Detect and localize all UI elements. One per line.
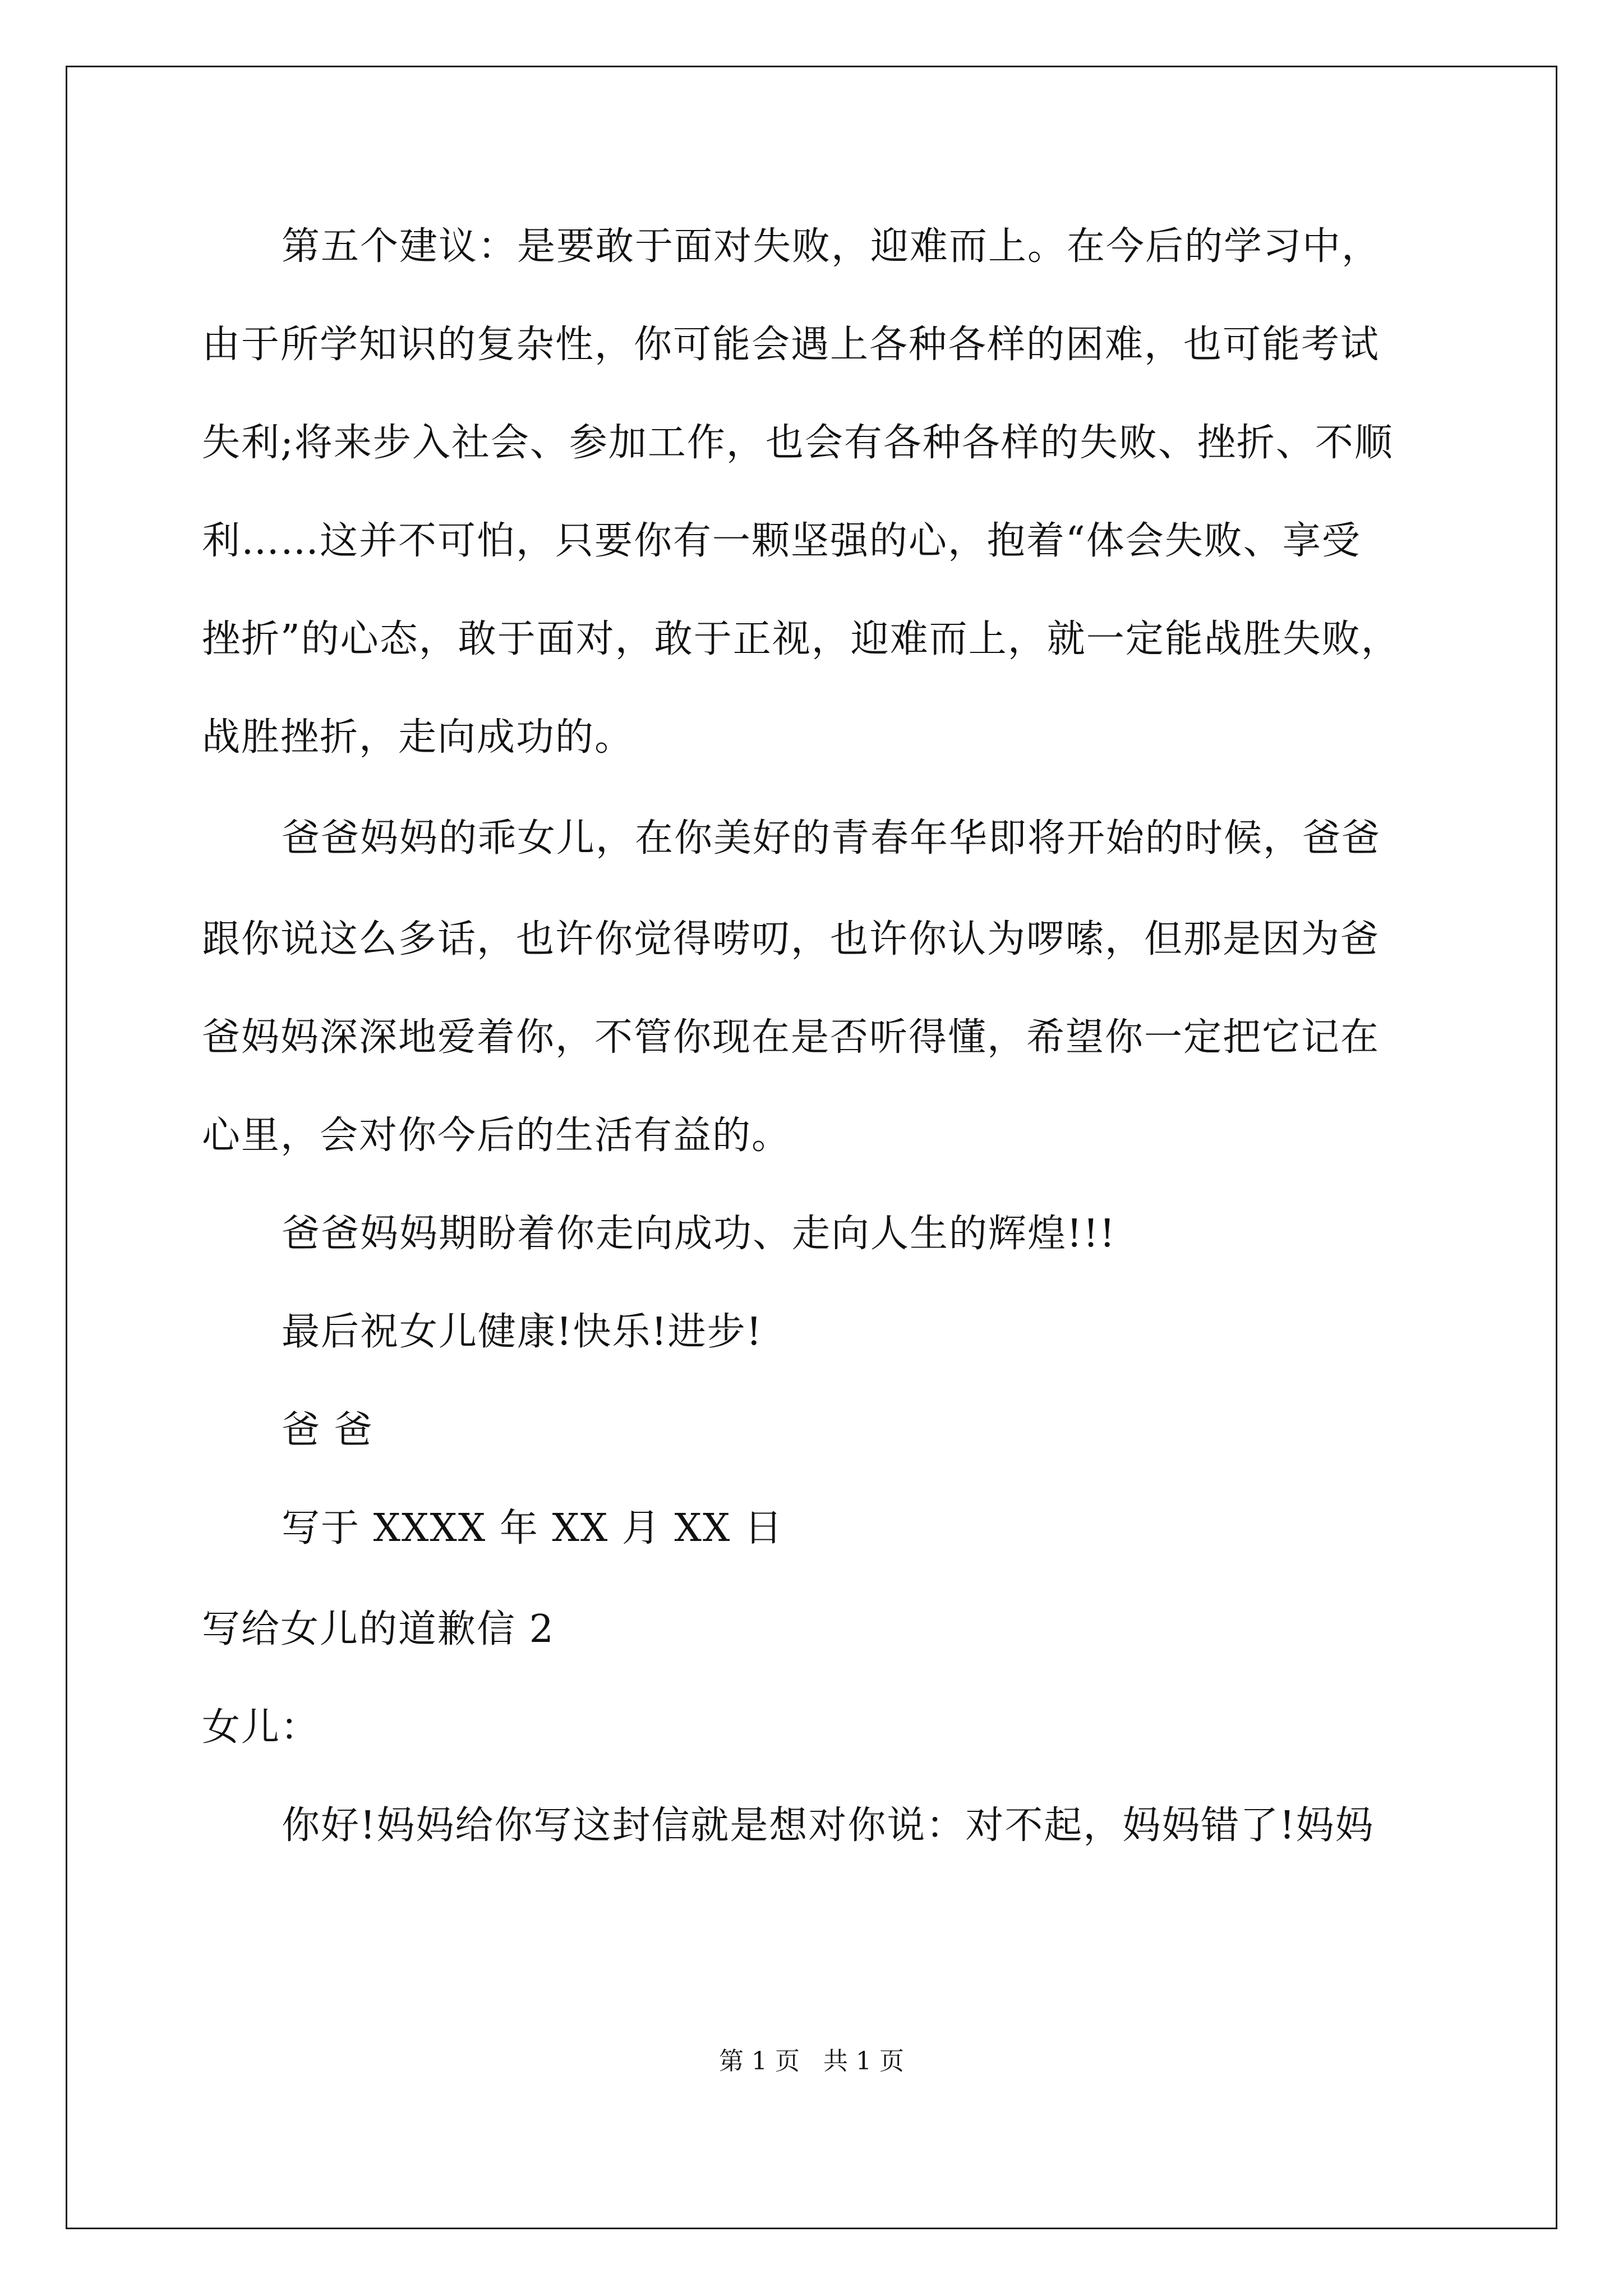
paragraph-line: 失利;将来步入社会、参加工作，也会有各种各样的失败、挫折、不顺 [202,421,1394,465]
paragraph-line: 跟你说这么多话，也许你觉得唠叨，也许你认为啰嗦，但那是因为爸 [202,917,1380,961]
paragraph-line: 挫折”的心态，敢于面对，敢于正视，迎难而上，就一定能战胜失败， [202,617,1400,661]
paragraph-line: 最后祝女儿健康!快乐!进步! [282,1310,763,1354]
paragraph-line: 心里，会对你今后的生活有益的。 [202,1114,791,1158]
paragraph-line: 爸妈妈深深地爱着你，不管你现在是否听得懂，希望你一定把它记在 [202,1015,1380,1060]
paragraph-line: 第五个建议：是要敢于面对失败，迎难而上。在今后的学习中， [282,224,1381,269]
section-title: 写给女儿的道歉信 2 [202,1607,555,1651]
paragraph-line: 利……这并不可怕，只要你有一颗坚强的心，抱着“体会失败、享受 [202,519,1361,563]
salutation: 女儿： [202,1705,320,1750]
page-number-footer: 第 1 页 共 1 页 [719,2047,904,2076]
paragraph-line: 战胜挫折，走向成功的。 [202,715,634,760]
paragraph-line: 你好!妈妈给你写这封信就是想对你说：对不起，妈妈错了!妈妈 [282,1803,1375,1848]
paragraph-line: 爸爸妈妈期盼着你走向成功、走向人生的辉煌!!! [282,1212,1116,1256]
paragraph-line: 由于所学知识的复杂性，你可能会遇上各种各样的困难，也可能考试 [202,323,1380,367]
date-line: 写于 XXXX 年 XX 月 XX 日 [282,1506,783,1550]
paragraph-line: 爸爸妈妈的乖女儿，在你美好的青春年华即将开始的时候，爸爸 [282,816,1381,861]
signature-line: 爸 爸 [282,1408,374,1452]
